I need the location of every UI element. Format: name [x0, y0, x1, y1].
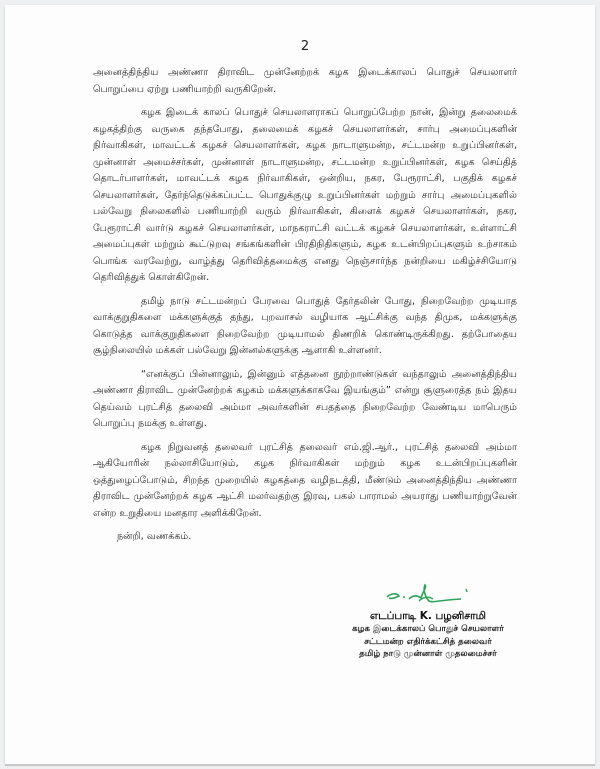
page-number: 2 [300, 39, 310, 54]
signature-mark [343, 583, 513, 607]
signature-block [343, 583, 513, 661]
paragraph-pledge: கழக நிறுவனத் தலைவர் புரட்சித் தலைவர் எம்.ஜி.ஆர்., புரட்சித் தலைவி அம்மா ஆகியோரின் நல்லாசியோடும், கழக நிர்வாகிகள் மற்றும் கழக உடன்பிறப்புகளின் ஒத்துழைப்போடும், சிறந்த முறையில் கழகத்தை வழிநடத்தி, மீண்டும் அனைத்திந்திய அண்ணா திராவிட முன்னேற்றக் கழக ஆட்சி மலர்வதற்கு இரவு, பகல் பாராமல் அயராது பணியாற்றுவேன் என்ற உறுதியை மனதார அளிக்கிறேன். [93, 441, 517, 519]
signer-title-opposition-leader: சட்டமன்ற எதிர்க்கட்சித் தலைவர் [364, 636, 492, 647]
signer-title-interim-general-secretary: கழக இடைக்காலப் பொதுச் செயலாளர் [352, 624, 504, 634]
signer-name: எடப்பாடி K. பழனிசாமி [370, 610, 486, 622]
document-page [5, 5, 595, 764]
paragraph-election: தமிழ் நாடு சட்டமன்றப் பேரவை பொதுத் தேர்தலின் போது, நிறைவேற்ற முடியாத வாக்குறுதிகளை மக்களுக்குத் தந்து, புறவாசல் வழியாக ஆட்சிக்கு வந்த திமுக, மக்களுக்கு கொடுத்த வாக்குறுதிகளை நிறைவேற்ற முடியாமல் திணறிக் கொண்டிருக்கிறது. தற்போதைய சூழ்நிலையில் மக்கள் பல்வேறு இன்னல்களுக்கு ஆளாகி உள்ளனர். [93, 295, 517, 356]
signer-title-former-chief-minister: தமிழ் நாடு முன்னாள் முதலமைச்சர் [359, 649, 497, 659]
document-body [93, 65, 517, 546]
page-bottom-edge [5, 764, 595, 766]
paragraph-intro: அனைத்திந்திய அண்ணா திராவிட முன்னேற்றக் கழக இடைக்காலப் பொதுச் செயலாளர் பொறுப்பை ஏற்று பணியாற்றி வருகிறேன். [93, 67, 517, 95]
handwritten-signature-icon [383, 583, 473, 607]
paragraph-quote: “எனக்குப் பின்னாலும், இன்னும் எத்தனை நூற்றாண்டுகள் வந்தாலும் அனைத்திந்திய அண்ணா திராவிட முன்னேற்றக் கழகம் மக்களுக்காகவே இயங்கும்” என்று சூளுரைத்த நம் இதய தெய்வம் புரட்சித் தலைவி அம்மா அவர்களின் சபதத்தை நிறைவேற்ற வேண்டிய மாபெரும் பொறுப்பு நமக்கு உள்ளது. [93, 368, 517, 429]
closing-greeting: நன்றி, வணக்கம். [117, 531, 192, 542]
paragraph-thanks: கழக இடைக் காலப் பொதுச் செயலாளராகப் பொறுப்பேற்ற நான், இன்று தலைமைக் கழகத்திற்கு வருகை தந்தபோது, தலைமைக் கழகச் செயலாளர்கள், சார்பு அமைப்புகளின் நிர்வாகிகள், மாவட்டக் கழகச் செயலாளர்கள், கழக நாடாளுமன்ற, சட்டமன்ற உறுப்பினர்கள், முன்னாள் அமைச்சர்கள், முன்னாள் நாடாளுமன்ற, சட்டமன்ற உறுப்பினர்கள், கழக செய்தித் தொடர்பாளர்கள், மாவட்டக் கழக நிர்வாகிகள், ஒன்றிய, நகர, பேரூராட்சி, பகுதிக் கழகச் செயலாளர்கள், தேர்ந்தெடுக்கப்பட்ட பொதுக்குழு உறுப்பினர்கள் மற்றும் சார்பு அமைப்புகளில் பல்வேறு நிலைகளில் பணியாற்றி வரும் நிர்வாகிகள், கிளைக் கழகச் செயலாளர்கள், நகர, பேரூராட்சி வார்டு கழகச் செயலாளர்கள், மாநகராட்சி வட்டக் கழகச் செயலாளர்கள், உள்ளாட்சி அமைப்புகள் மற்றும் கூட்டுறவு சங்கங்களின் பிரதிநிதிகளும், கழக உடன்பிறப்புகளும் உற்சாகம் பொங்க வரவேற்று, வாழ்த்து தெரிவித்தமைக்கு எனது நெஞ்சார்ந்த நன்றியை மகிழ்ச்சியோடு தெரிவித்துக் கொள்கிறேன். [93, 107, 517, 283]
